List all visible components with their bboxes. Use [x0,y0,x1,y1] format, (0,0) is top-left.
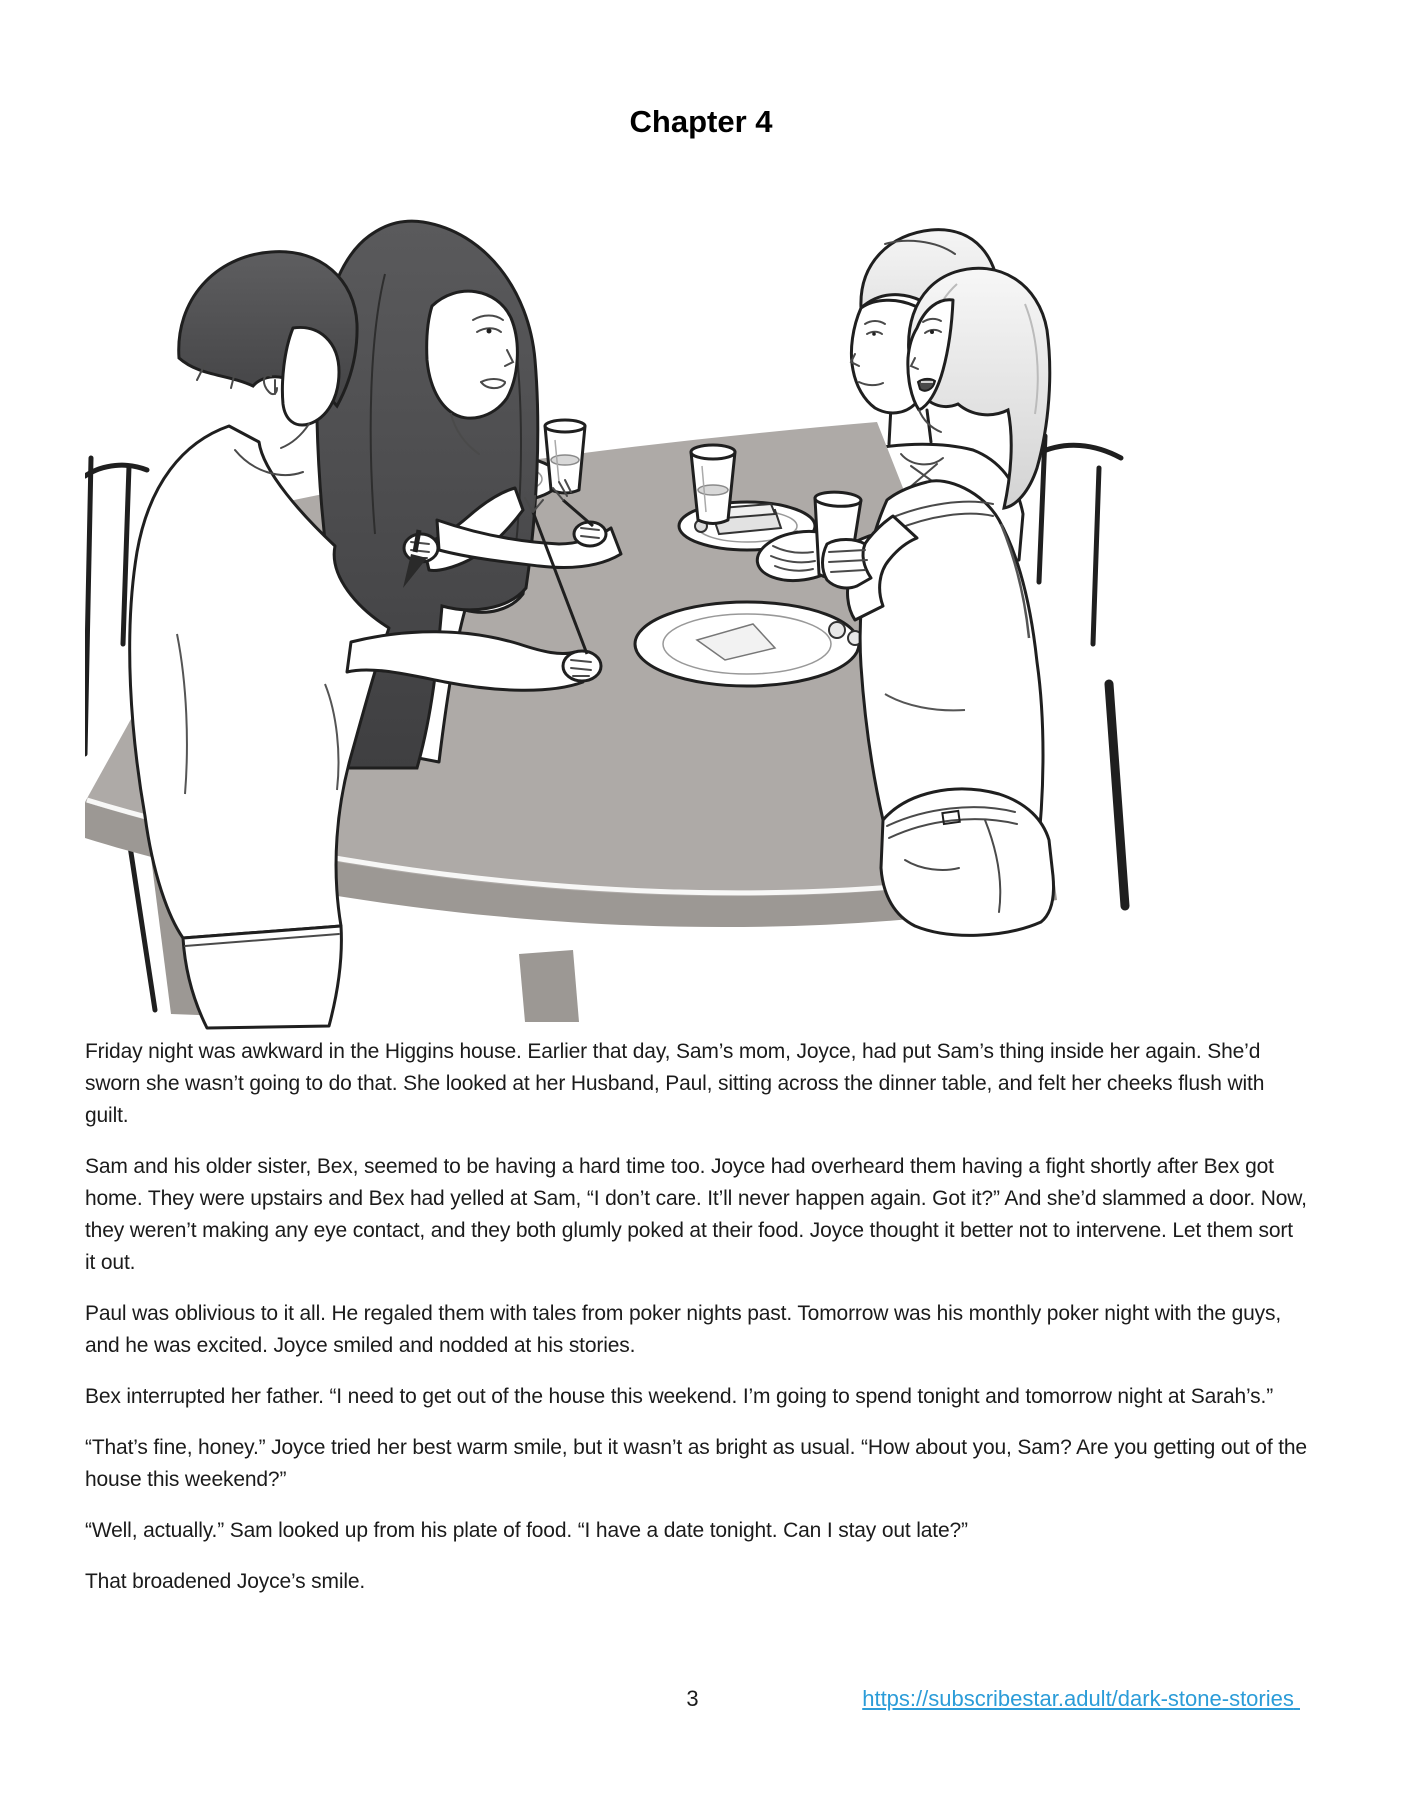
story-paragraph: Bex interrupted her father. “I need to get out of the house this weekend. I’m going to spend tonight and tomorrow night at Sarah’s.” [85,1385,1274,1408]
story-paragraph: Sam and his older sister, Bex, seemed to be having a hard time too. Joyce had overheard them having a fight shortly after Bex got home. They were upstairs and Bex had yelled at Sam, “I don’t care. It’ll never happen again. Got it?” And she’d slammed a door. Now, they weren’t making any eye contact, and they both glumly poked at their food. Joyce thought it better not to intervene. Let them sort it out. [85,1155,1307,1274]
water-glass [691,445,735,524]
story-paragraph: “Well, actually.” Sam looked up from his plate of food. “I have a date tonight. Can I stay out late?” [85,1519,968,1542]
page-footer [85,1686,1300,1728]
plate-center-empty [635,602,862,686]
story-paragraph: Paul was oblivious to it all. He regaled them with tales from poker nights past. Tomorrow was his monthly poker night with the guys, and he was excited. Joyce smiled and nodded at his stories. [85,1302,1282,1357]
dinner-scene-illustration [85,214,1135,1032]
footer-subscribestar-link[interactable]: https://subscribestar.adult/dark-stone-stories [862,1686,1294,1711]
right-chair [1037,436,1125,906]
story-text [85,1036,1307,1617]
story-paragraph: Friday night was awkward in the Higgins house. Earlier that day, Sam’s mom, Joyce, had put Sam’s thing inside her again. She’d sworn she wasn’t going to do that. She looked at her Husband, Paul, sitting across the dinner table, and felt her cheeks flush with guilt. [85,1040,1265,1127]
footer-page-number: 3 [686,1686,699,1711]
dinner-scene-svg [85,214,1135,1032]
story-paragraph: That broadened Joyce’s smile. [85,1570,366,1593]
page-title: Chapter 4 [629,104,773,139]
story-paragraph: “That’s fine, honey.” Joyce tried her best warm smile, but it wasn’t as bright as usual. “How about you, Sam? Are you getting out of the house this weekend?” [85,1436,1307,1491]
